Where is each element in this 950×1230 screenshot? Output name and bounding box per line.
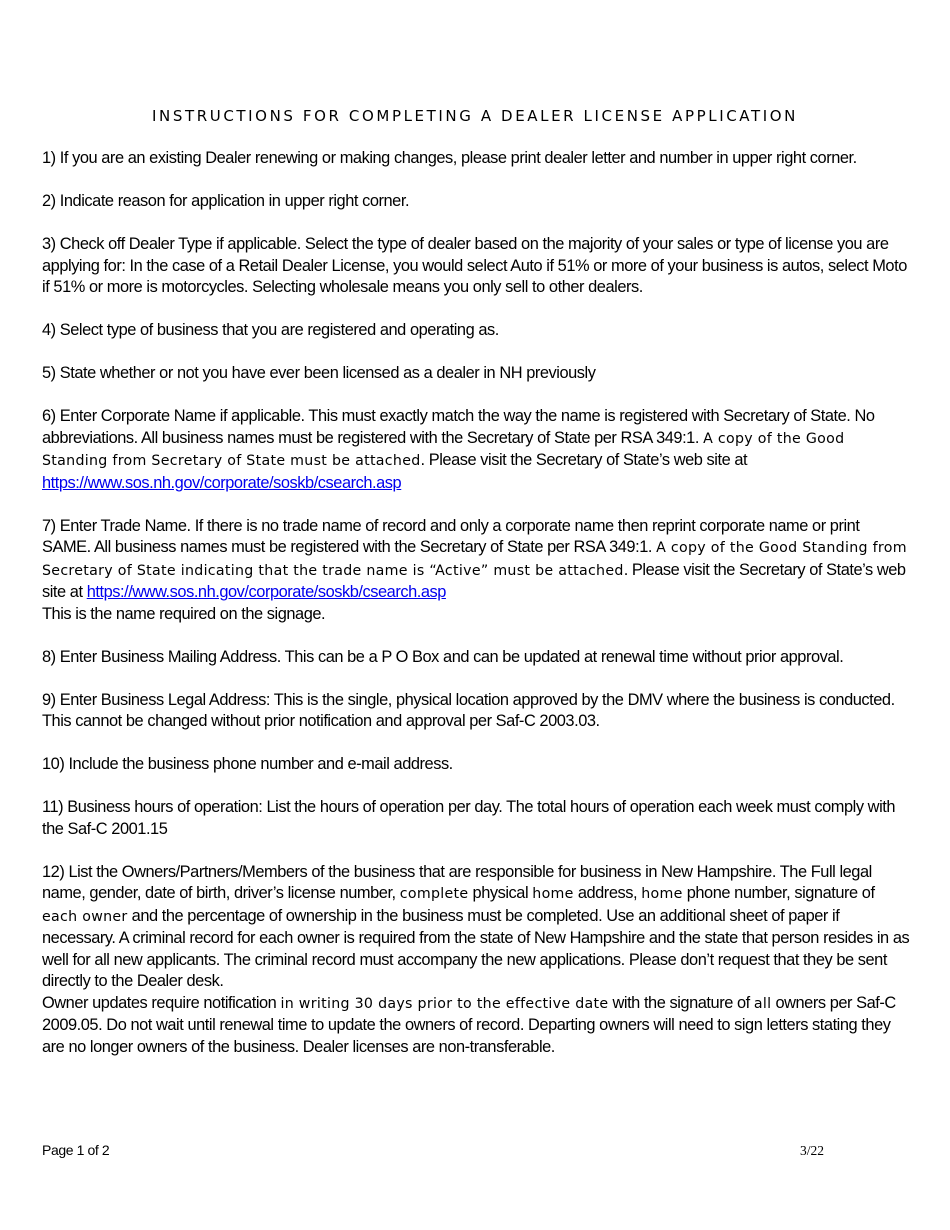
page-number: Page 1 of 2 (42, 1142, 110, 1158)
instruction-7-text-2: . Please visit the Secretary of State’s web site at (42, 560, 906, 601)
instruction-12-details: and the percentage of ownership in the business must be completed. Use an additional sheet of paper if necessary. A criminal record for each owner is required from the state of New Hampshire and the state that person resides in as well for all new applicants. The criminal record must accompany the new applications. Please don’t request that they be sent directly to the Dealer desk. (42, 906, 910, 990)
instruction-7-signage: This is the name required on the signage. (42, 604, 326, 623)
instruction-3: 3) Check off Dealer Type if applicable. Select the type of dealer based on the majority of your sales or type of license you are applying for: In the case of a Retail Dealer License, you would select Auto if 51% or more of your business is autos, select Moto if 51% or more is motorcycles. Selecting wholesale means you only sell to other dealers. (42, 235, 907, 296)
instruction-6-text: 6) Enter Corporate Name if applicable. This must exactly match the way the name is registered with Secretary of State. No abbreviations. All business names must be registered with the Secretary of State per RSA 349:1. (42, 407, 875, 447)
instruction-12-updates: Owner updates require notification (42, 993, 277, 1012)
instruction-12 (42, 862, 910, 1059)
instruction-6-emphasis: A copy of the Good Standing from Secretary of State must be attached (42, 430, 845, 469)
instruction-1: 1) If you are an existing Dealer renewing or making changes, please print dealer letter and number in upper right corner. (42, 149, 857, 167)
instruction-12-with-signature: with the signature of (612, 993, 750, 1012)
instruction-12-signature: phone number, signature of (686, 884, 875, 902)
instruction-7-emphasis: A copy of the Good Standing from Secretary of State indicating that the trade name is “Active” must be attached (42, 540, 907, 579)
page-title: INSTRUCTIONS FOR COMPLETING A DEALER LICENSE APPLICATION (151, 107, 798, 125)
instruction-12-text: 12) List the Owners/Partners/Members of the business that are responsible for business in New Hampshire. The Full legal name, gender, date of birth, driver’s license number, (42, 862, 872, 902)
instruction-4: 4) Select type of business that you are registered and operating as. (42, 321, 499, 339)
instruction-8: 8) Enter Business Mailing Address. This can be a P O Box and can be updated at renewal time without prior approval. (42, 647, 844, 666)
instruction-11: 11) Business hours of operation: List the hours of operation per day. The total hours of operation each week must comply with the Saf-C 2001.15 (42, 798, 896, 838)
instruction-12-physical: physical (472, 884, 529, 902)
instruction-7 (42, 516, 910, 626)
instruction-12-address: address, (577, 884, 638, 902)
instruction-7-text: 7) Enter Trade Name. If there is no trade name of record and only a corporate name then reprint corporate name or print SAME. All business names must be registered with the Secretary of State per RSA 349:1. (42, 516, 860, 556)
instruction-12-each-owner: each owner (42, 908, 128, 925)
instruction-12-home-2: home (641, 886, 683, 902)
instruction-2: 2) Indicate reason for application in upper right corner. (42, 192, 410, 210)
instruction-12-in-writing: in writing 30 days prior to the effective date (280, 995, 609, 1012)
revision-date: 3/22 (800, 1143, 825, 1158)
instruction-9: 9) Enter Business Legal Address: This is the single, physical location approved by the DMV where the business is conducted. This cannot be changed without prior notification and approval per Saf-C 2003.03. (42, 690, 895, 730)
sos-search-link[interactable]: https://www.sos.nh.gov/corporate/soskb/csearch.asp (42, 473, 402, 492)
sos-search-link-2[interactable]: https://www.sos.nh.gov/corporate/soskb/csearch.asp (86, 583, 446, 601)
instruction-12-closing: owners per Saf-C 2009.05. Do not wait until renewal time to update the owners of record. Departing owners will need to sign letters stating they are no longer owners of the business. Dealer licenses are non-transferable. (42, 993, 896, 1056)
instruction-12-all: all (753, 995, 772, 1012)
instruction-10: 10) Include the business phone number and e-mail address. (42, 755, 453, 773)
instruction-6-text-2: . Please visit the Secretary of State’s web site at (420, 451, 748, 469)
instruction-6 (42, 406, 910, 494)
instruction-5: 5) State whether or not you have ever been licensed as a dealer in NH previously (42, 364, 596, 382)
instructions-body (42, 148, 910, 1058)
instruction-12-home: home (532, 886, 574, 902)
instruction-12-complete: complete (399, 886, 469, 902)
